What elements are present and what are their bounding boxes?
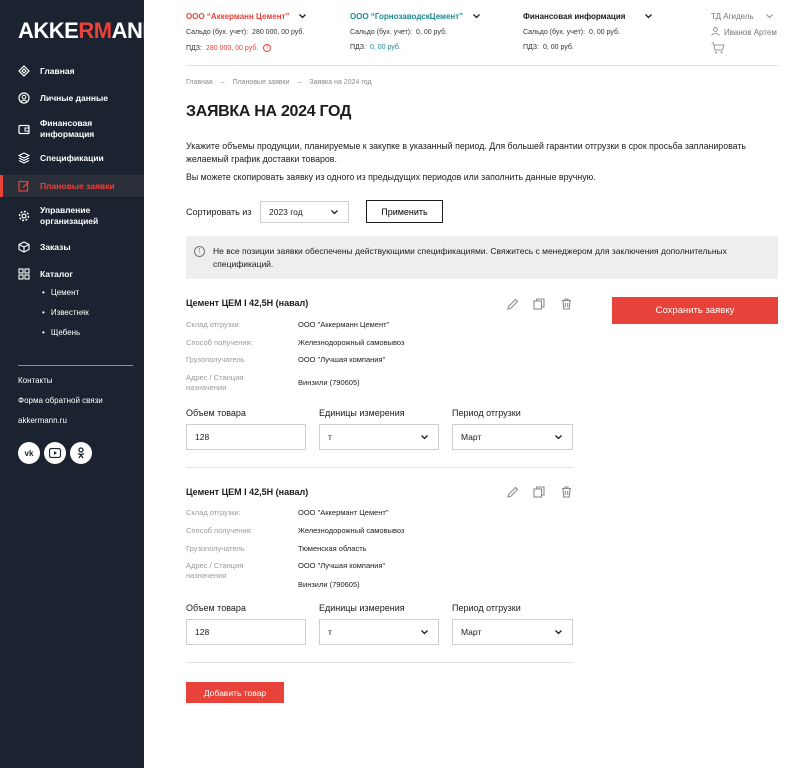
item-title: Цемент ЦЕМ I 42,5Н (навал) bbox=[186, 487, 309, 497]
intro-text-copy: Вы можете скопировать заявку из одного из предыдущих периодов или заполнить данные вручную. bbox=[186, 172, 596, 182]
saldo-value: 0, 00 руб. bbox=[416, 29, 447, 36]
warehouse-value: ООО "Аккерманн Цемент" bbox=[298, 320, 390, 329]
catalog-sub-gravel[interactable] bbox=[42, 328, 80, 337]
unit-label: Единицы измерения bbox=[319, 408, 405, 418]
org-name: ООО “ГорнозаводскЦемент” bbox=[350, 12, 464, 21]
breadcrumb-separator: – bbox=[220, 79, 225, 86]
notice-text: Не все позиции заявки обеспечены действующими спецификациями. Свяжитесь с менеджером для заключения дополнительных спецификаций. bbox=[213, 246, 727, 269]
sidebar-item-home[interactable] bbox=[0, 64, 144, 78]
period-value: Март bbox=[461, 627, 482, 637]
pdz-label: ПДЗ: bbox=[523, 44, 539, 51]
consignee-value: ООО "Лучшая компания" bbox=[298, 355, 386, 364]
warehouse-label: Склад отгрузки: bbox=[186, 320, 241, 329]
sidebar-item-specs[interactable] bbox=[0, 151, 144, 165]
breadcrumb bbox=[186, 79, 372, 86]
sidebar-item-label: Финансовая информация bbox=[40, 118, 95, 139]
user-block bbox=[711, 12, 777, 56]
edit-icon bbox=[18, 180, 30, 192]
copy-icon[interactable] bbox=[532, 485, 546, 499]
contacts-link[interactable]: Контакты bbox=[18, 376, 53, 385]
period-value: Март bbox=[461, 432, 482, 442]
saldo-label: Сальдо (бух. учет): bbox=[350, 29, 413, 36]
period-select[interactable] bbox=[452, 619, 573, 645]
user-icon bbox=[18, 92, 30, 104]
cart-icon[interactable] bbox=[711, 42, 777, 56]
sidebar-item-label: Управление организацией bbox=[40, 205, 99, 226]
info-icon: ! bbox=[194, 246, 205, 257]
chevron-down-icon bbox=[555, 432, 562, 442]
org-block-gornozavodsk bbox=[350, 12, 480, 51]
chevron-down-icon bbox=[421, 627, 428, 637]
org-block-finance bbox=[523, 12, 652, 51]
sidebar-item-catalog[interactable] bbox=[0, 267, 144, 281]
address-value: Винзили (790605) bbox=[298, 580, 360, 589]
org-name: ООО “Аккерманн Цемент” bbox=[186, 12, 290, 21]
user-profile[interactable] bbox=[711, 27, 777, 38]
chevron-down-icon bbox=[331, 207, 338, 217]
saldo-value: 0, 00 руб. bbox=[589, 29, 620, 36]
item-title: Цемент ЦЕМ I 42,5Н (навал) bbox=[186, 298, 309, 308]
logo-text-part: ANN bbox=[111, 18, 158, 43]
pdz-label: ПДЗ: bbox=[350, 44, 366, 51]
pdz-row bbox=[523, 44, 652, 51]
edit-icon[interactable] bbox=[506, 297, 520, 311]
volume-label: Объем товара bbox=[186, 408, 246, 418]
address-value: Винзили (790605) bbox=[298, 378, 360, 387]
sidebar-item-label: Плановые заявки bbox=[40, 180, 115, 191]
saldo-row bbox=[523, 29, 652, 36]
chevron-down-icon bbox=[555, 627, 562, 637]
breadcrumb-plans[interactable]: Плановые заявки bbox=[232, 79, 290, 86]
logo[interactable] bbox=[18, 18, 158, 44]
home-icon bbox=[18, 65, 30, 77]
sidebar-item-orders[interactable] bbox=[0, 240, 144, 254]
box-icon bbox=[18, 241, 30, 253]
company-name: ТД Агидель bbox=[711, 12, 754, 21]
breadcrumb-separator: – bbox=[297, 79, 302, 86]
saldo-label: Сальдо (бух. учет): bbox=[523, 29, 586, 36]
logo-text-part: AKKE bbox=[18, 18, 79, 43]
sidebar-item-label: Каталог bbox=[40, 268, 73, 279]
sort-label: Сортировать из bbox=[186, 207, 252, 217]
consignee-value: Тюменская область bbox=[298, 544, 367, 553]
period-select[interactable] bbox=[452, 424, 573, 450]
grid-icon bbox=[18, 268, 30, 280]
volume-label: Объем товара bbox=[186, 603, 246, 613]
apply-button[interactable]: Применить bbox=[366, 200, 443, 223]
volume-value: 128 bbox=[195, 627, 210, 637]
catalog-sub-limestone[interactable] bbox=[42, 308, 89, 317]
unit-value: т bbox=[328, 432, 332, 442]
method-label: Способ получения: bbox=[186, 338, 253, 347]
copy-icon[interactable] bbox=[532, 297, 546, 311]
unit-label: Единицы измерения bbox=[319, 603, 405, 613]
chevron-down-icon bbox=[299, 12, 306, 21]
period-label: Период отгрузки bbox=[452, 408, 521, 418]
org-name: Финансовая информация bbox=[523, 12, 626, 21]
volume-value: 128 bbox=[195, 432, 210, 442]
saldo-row bbox=[186, 29, 306, 36]
company-selector[interactable] bbox=[711, 12, 777, 21]
sort-year-select[interactable] bbox=[260, 201, 349, 223]
method-value: Железнодорожный самовывоз bbox=[298, 526, 405, 535]
breadcrumb-current: Заявка на 2024 год bbox=[309, 79, 372, 86]
org-block-akkermann bbox=[186, 12, 306, 52]
sort-year-value: 2023 год bbox=[269, 207, 303, 217]
sidebar-item-label: Спецификации bbox=[40, 152, 104, 163]
intro-text: Укажите объемы продукции, планируемые к закупке в указанный период. Для большей гарантии отгрузки в срок просьба запланировать желаемый график доставки товаров. bbox=[186, 141, 746, 164]
website-link[interactable]: akkermann.ru bbox=[18, 416, 67, 425]
consignee-label: Грузополучатель bbox=[186, 544, 245, 553]
sidebar-item-plans[interactable] bbox=[0, 175, 144, 197]
chevron-down-icon bbox=[473, 12, 480, 21]
unit-value: т bbox=[328, 627, 332, 637]
sidebar-item-label: Личные данные bbox=[40, 92, 108, 103]
unit-select[interactable] bbox=[319, 619, 439, 645]
logo-text-accent: RM bbox=[78, 18, 112, 43]
chevron-down-icon bbox=[766, 12, 773, 21]
sidebar-item-finance[interactable] bbox=[0, 118, 144, 140]
chevron-down-icon bbox=[645, 12, 652, 21]
pdz-row bbox=[350, 44, 480, 51]
user-name: Иванов Артем bbox=[724, 28, 777, 37]
vk-icon[interactable]: vk bbox=[18, 442, 40, 464]
sidebar-item-label: Заказы bbox=[40, 241, 71, 252]
feedback-link[interactable]: Форма обратной связи bbox=[18, 396, 103, 405]
warning-icon: ! bbox=[263, 44, 271, 52]
sidebar bbox=[0, 0, 158, 768]
add-product-button[interactable]: Добавить товар bbox=[186, 682, 284, 703]
sidebar-divider bbox=[18, 365, 133, 366]
saldo-row bbox=[350, 29, 480, 36]
pdz-value: 0, 00 руб. bbox=[542, 44, 574, 51]
pdz-label: ПДЗ: bbox=[186, 44, 202, 52]
pdz-value: 0, 00 руб. bbox=[369, 44, 401, 51]
save-request-button[interactable]: Сохранить заявку bbox=[612, 297, 778, 324]
sidebar-item-label: Главная bbox=[40, 65, 75, 76]
org-selector[interactable] bbox=[350, 12, 480, 21]
catalog-sub-cement[interactable] bbox=[42, 288, 79, 297]
trash-icon[interactable] bbox=[559, 297, 573, 311]
catalog-sub-label: Цемент bbox=[50, 288, 80, 297]
pdz-value: 280 000, 00 руб. bbox=[205, 44, 259, 52]
warehouse-value: ООО "Аккермант Цемент" bbox=[298, 508, 389, 517]
odnoklassniki-icon[interactable] bbox=[70, 442, 92, 464]
saldo-value: 280 000, 00 руб. bbox=[252, 29, 305, 36]
youtube-icon[interactable] bbox=[44, 442, 66, 464]
consignee-label: Грузополучатель bbox=[186, 355, 245, 364]
method-label: Способ получения: bbox=[186, 526, 253, 535]
layers-icon bbox=[18, 152, 30, 164]
edit-icon[interactable] bbox=[506, 485, 520, 499]
sidebar-item-personal[interactable] bbox=[0, 91, 144, 105]
notice-banner bbox=[186, 236, 778, 279]
address-label: Адрес / Станция назначения bbox=[186, 561, 244, 580]
sidebar-item-org[interactable] bbox=[0, 205, 144, 227]
volume-input[interactable] bbox=[186, 424, 306, 450]
warehouse-label: Склад отгрузки: bbox=[186, 508, 241, 517]
volume-input[interactable] bbox=[186, 619, 306, 645]
gear-icon bbox=[18, 210, 30, 222]
trash-icon[interactable] bbox=[559, 485, 573, 499]
catalog-sub-label: Известняк bbox=[50, 308, 89, 317]
chevron-down-icon bbox=[421, 432, 428, 442]
catalog-sub-label: Щебень bbox=[50, 328, 81, 337]
saldo-label: Сальдо (бух. учет): bbox=[186, 29, 249, 36]
finance-selector[interactable] bbox=[523, 12, 652, 21]
pdz-row bbox=[186, 44, 306, 52]
breadcrumb-home[interactable]: Главная bbox=[186, 79, 213, 86]
period-label: Период отгрузки bbox=[452, 603, 521, 613]
header-divider bbox=[186, 65, 779, 66]
item-divider bbox=[186, 662, 573, 663]
page-title: ЗАЯВКА НА 2024 ГОД bbox=[186, 103, 352, 120]
address-label: Адрес / Станция назначения bbox=[186, 373, 244, 392]
unit-select[interactable] bbox=[319, 424, 439, 450]
method-value: Железнодорожный самовывоз bbox=[298, 338, 405, 347]
address-value: ООО "Лучшая компания" bbox=[298, 561, 386, 570]
wallet-icon bbox=[18, 123, 30, 135]
org-selector[interactable] bbox=[186, 12, 306, 21]
item-divider bbox=[186, 467, 573, 468]
user-icon bbox=[711, 27, 720, 38]
